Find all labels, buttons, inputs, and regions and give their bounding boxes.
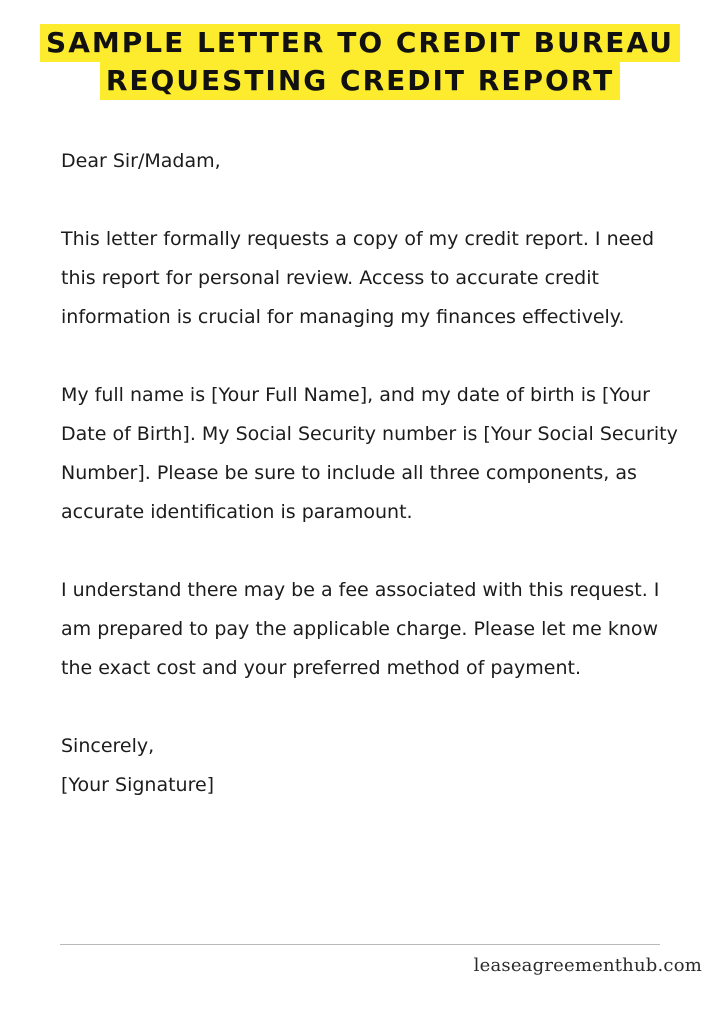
website-credit: leaseagreementhub.com	[473, 955, 702, 976]
closing: Sincerely,	[61, 735, 155, 757]
salutation: Dear Sir/Madam,	[61, 150, 221, 172]
letter-body	[61, 142, 681, 805]
paragraph-fee: I understand there may be a fee associated with this request. I am prepared to pay the applicable charge. Please let me know the exact cost and your preferred method of payment.	[61, 579, 660, 679]
title-line-2: REQUESTING CREDIT REPORT	[100, 62, 620, 100]
footer-divider	[60, 944, 660, 945]
signature-placeholder: [Your Signature]	[61, 774, 215, 796]
paragraph-identification: My full name is [Your Full Name], and my date of birth is [Your Date of Birth]. My Social Security number is [Your Social Security Number]. Please be sure to include all three components, as accurate identification is paramount.	[61, 384, 678, 523]
document-title	[0, 24, 720, 100]
title-line-1: SAMPLE LETTER TO CREDIT BUREAU	[40, 24, 680, 62]
paragraph-request: This letter formally requests a copy of my credit report. I need this report for personal review. Access to accurate credit information is crucial for managing my finances effectively.	[61, 228, 655, 328]
